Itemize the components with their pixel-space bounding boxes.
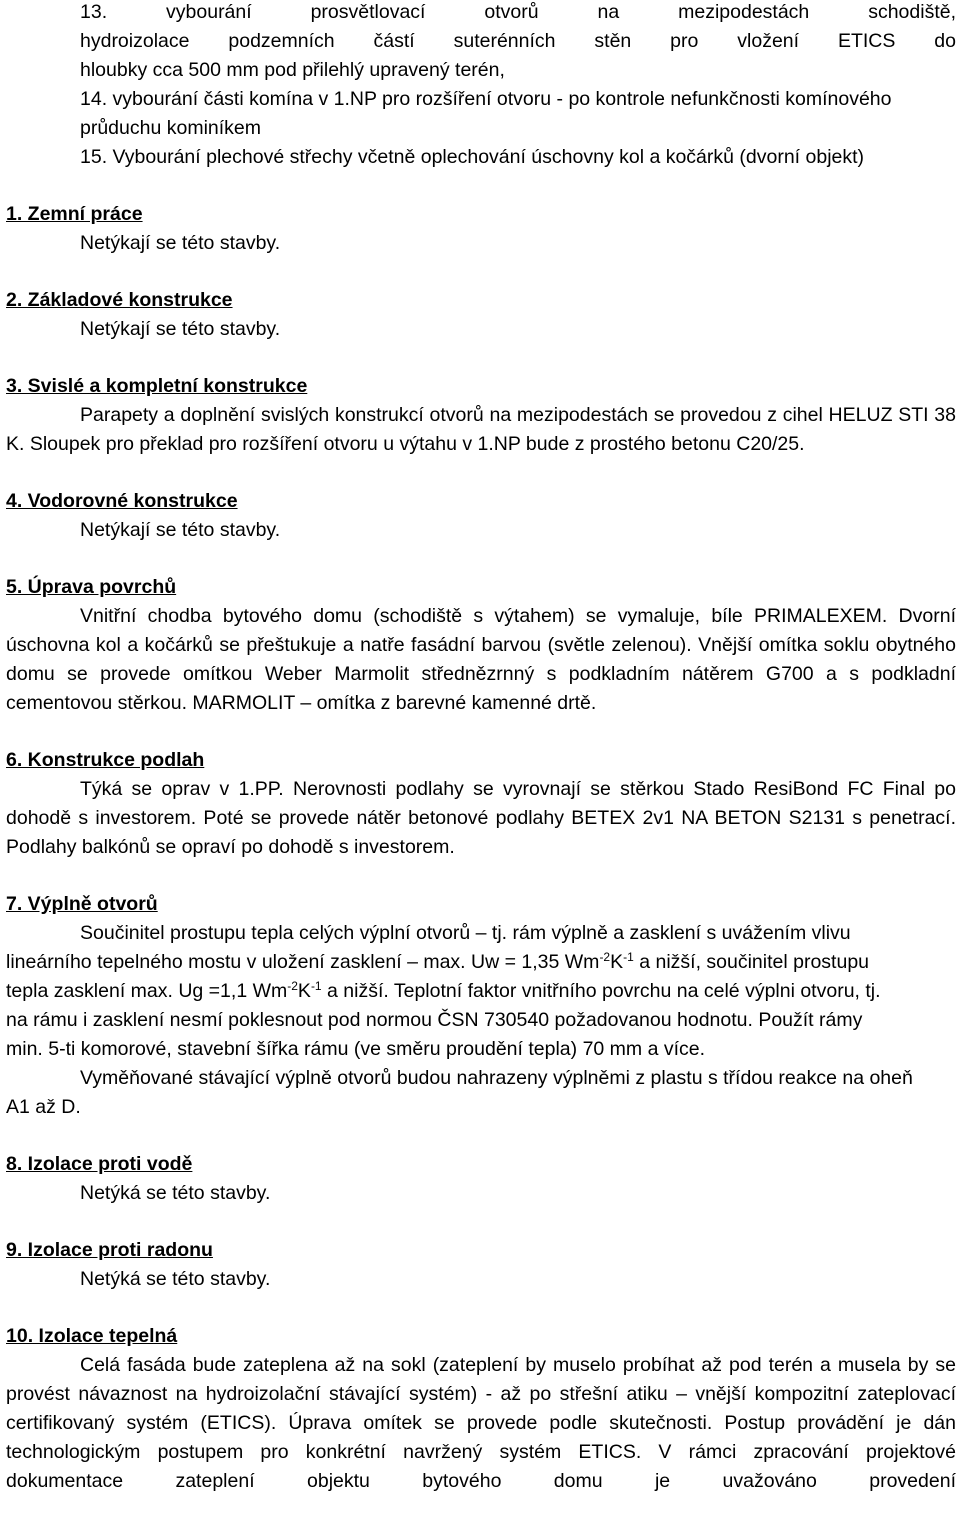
ug-text-b: K [297,980,311,1002]
list-item-13-line1: 13. vybourání prosvětlovací otvorů na mezipodestách schodiště, [80,1,956,23]
section-text-6: Týká se oprav v 1.PP. Nerovnosti podlahy se vyrovnají se stěrkou Stado ResiBond FC Final po dohodě s investorem. Poté se provede nátěr betonové podlahy BETEX 2v1 NA BETON S2131 s penetrací. Podlahy balkónů se opraví po dohodě s investorem. [6,778,956,858]
section-heading-6: 6. Konstrukce podlah [6,749,205,771]
section-heading-10: 10. Izolace tepelná [6,1325,178,1347]
list-item-14-line1: 14. vybourání části komína v 1.NP pro rozšíření otvoru - po kontrole nefunkčnosti komínového [80,88,892,110]
ug-exponent-1: -2 [287,979,298,993]
section-text-2: Netýkají se této stavby. [80,318,281,340]
uw-exponent-2: -1 [623,950,634,964]
list-item-13-line3: hloubky cca 500 mm pod přilehlý upravený terén, [80,59,505,81]
section-text-7-para2: Vyměňované stávající výplně otvorů budou nahrazeny výplněmi z plastu s třídou reakce na oheň A1 až D. [6,1067,913,1118]
ug-text-c: a nižší. Teplotní faktor vnitřního povrchu na celé výplni otvoru, tj. [321,980,881,1002]
section-text-1: Netýkají se této stavby. [80,232,281,254]
uw-text-a: lineárního tepelného mostu v uložení zasklení – max. Uw = 1,35 Wm [6,951,600,973]
section-heading-5: 5. Úprava povrchů [6,576,177,598]
section-heading-8: 8. Izolace proti vodě [6,1153,193,1175]
section-text-5: Vnitřní chodba bytového domu (schodiště s výtahem) se vymaluje, bíle PRIMALEXEM. Dvorní úschovna kol a kočárků se přeštukuje a natře fasádní barvou (světle zelenou). Vnější omítka soklu obytného domu se provede omítkou Weber Marmolit střednězrnný s podkladním nátěrem G700 a s podkladní cementovou stěrkou. MARMOLIT – omítka z barevné kamenné drtě. [6,605,956,714]
ug-text-a: tepla zasklení max. Ug =1,1 Wm [6,980,288,1002]
section-heading-4: 4. Vodorovné konstrukce [6,490,238,512]
section-heading-1: 1. Zemní práce [6,203,143,225]
section-heading-3: 3. Svislé a kompletní konstrukce [6,375,308,397]
document-page [6,0,956,1496]
section-text-7-line3 [6,977,956,1006]
section-text-3: Parapety a doplnění svislých konstrukcí otvorů na mezipodestách se provedou z cihel HELUZ STI 38 K. Sloupek pro překlad pro rozšíření otvoru u výtahu v 1.NP bude z prostého betonu C20/25. [6,404,956,455]
section-heading-7: 7. Výplně otvorů [6,893,158,915]
section-text-7-line2 [6,948,956,977]
section-text-7-line5: min. 5-ti komorové, stavební šířka rámu (ve směru proudění tepla) 70 mm a více. [6,1038,706,1060]
list-item-14-line2: průduchu kominíkem [80,117,262,139]
list-item-13-line2: hydroizolace podzemních částí suterénních stěn pro vložení ETICS do [80,30,956,52]
uw-text-b: K [610,951,624,973]
ug-exponent-2: -1 [310,979,322,993]
uw-text-c: a nižší, součinitel prostupu [633,951,870,973]
section-heading-2: 2. Základové konstrukce [6,289,233,311]
section-text-8: Netýká se této stavby. [80,1182,271,1204]
list-item-15: 15. Vybourání plechové střechy včetně oplechování úschovny kol a kočárků (dvorní objekt) [80,146,865,168]
section-text-7-line4: na rámu i zasklení nesmí poklesnout pod normou ČSN 730540 požadovanou hodnotu. Použít rámy [6,1009,863,1031]
uw-exponent-1: -2 [599,950,611,964]
section-heading-9: 9. Izolace proti radonu [6,1239,213,1261]
section-text-9: Netýká se této stavby. [80,1268,271,1290]
section-text-10: Celá fasáda bude zateplena až na sokl (zateplení by muselo probíhat až pod terén a musela by se provést návaznost na hydroizolační stávající systém) - až po střešní atiku – vnější kompozitní zateplovací certifikovaný systém (ETICS). Úprava omítek se provede podle skutečnosti. Postup provádění je dán technologickým postupem pro konkrétní navržený systém ETICS. V rámci zpracování projektové dokumentace zateplení objektu bytového domu je uvažováno provedení [6,1354,956,1492]
section-text-7-line1: Součinitel prostupu tepla celých výplní otvorů – tj. rám výplně a zasklení s uvážením vlivu [80,922,851,944]
section-text-4: Netýkají se této stavby. [80,519,281,541]
